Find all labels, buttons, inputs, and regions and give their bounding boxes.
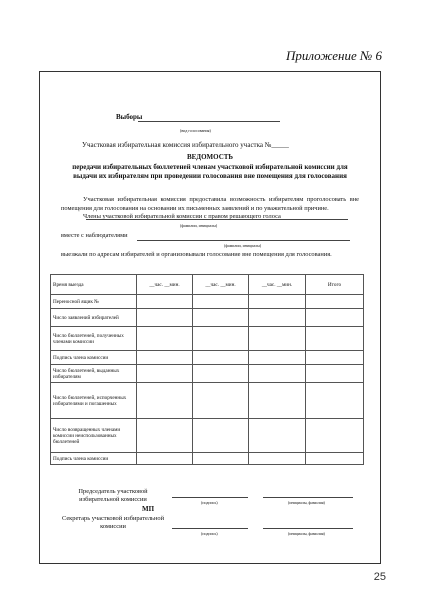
row-label: Число бюллетеней, полученных членами комиссии [51, 327, 137, 351]
empty-cell [137, 419, 193, 453]
ballot-table [50, 274, 364, 465]
table-row [51, 309, 364, 327]
row-label: Подпись члена комиссии [51, 453, 137, 465]
trip-paragraph: выезжали по адресам избирателей и организовывали голосование вне помещения для голосования. [61, 251, 332, 258]
table-row [51, 383, 364, 419]
observers-text: вместе с наблюдателями [61, 232, 128, 239]
empty-cell [193, 419, 249, 453]
empty-cell [306, 295, 364, 309]
empty-cell [137, 365, 193, 383]
empty-cell [193, 383, 249, 419]
empty-cell [249, 365, 306, 383]
table-row [51, 327, 364, 351]
document-title: ВЕДОМОСТЬ [186, 153, 234, 161]
secretary-name-caption: (инициалы, фамилия) [288, 531, 325, 536]
secretary-sign-line [172, 528, 248, 529]
empty-cell [137, 295, 193, 309]
empty-cell [137, 351, 193, 365]
chairman-sign-line [172, 497, 248, 498]
header-cell: Итого [306, 275, 364, 295]
chairman-sign-caption: (подпись) [201, 500, 218, 505]
table-row [51, 453, 364, 465]
empty-cell [306, 327, 364, 351]
table-header-row [51, 275, 364, 295]
empty-cell [306, 365, 364, 383]
chairman-label: Председатель участковой избирательной комиссии [78, 488, 148, 503]
elections-label: Выборы [116, 113, 143, 121]
observers-caption: (фамилии, инициалы) [224, 243, 262, 248]
row-label: Число заявлений избирателей [51, 309, 137, 327]
elections-line [138, 121, 280, 122]
empty-cell [193, 351, 249, 365]
empty-cell [306, 309, 364, 327]
empty-cell [249, 383, 306, 419]
header-cell: __час. __мин. [193, 275, 249, 295]
empty-cell [137, 309, 193, 327]
commission-line: Участковая избирательная комиссия избирательного участка №_____ [82, 141, 289, 149]
secretary-sign-caption: (подпись) [201, 531, 218, 536]
row-label: Переносной ящик № [51, 295, 137, 309]
chairman-name-caption: (инициалы, фамилия) [288, 500, 325, 505]
document-subtitle: передачи избирательных бюллетеней членам участковой избирательной комиссии для выдачи их избирателям при проведении голосования вне помещения для голосования [72, 163, 348, 180]
empty-cell [306, 453, 364, 465]
table-row [51, 365, 364, 383]
table-row [51, 419, 364, 453]
row-label: Число возвращенных членами комиссии неиспользованных бюллетеней [51, 419, 137, 453]
empty-cell [249, 309, 306, 327]
empty-cell [193, 327, 249, 351]
empty-cell [193, 365, 249, 383]
empty-cell [137, 327, 193, 351]
appendix-label: Приложение № 6 [285, 48, 382, 63]
row-label: Подпись члена комиссии [51, 351, 137, 365]
table-row [51, 351, 364, 365]
empty-cell [249, 351, 306, 365]
row-label: Число бюллетеней, испорченных избирателями и погашенных [51, 383, 137, 419]
secretary-name-line [263, 528, 353, 529]
header-cell: __час. __мин. [137, 275, 193, 295]
empty-cell [306, 419, 364, 453]
empty-cell [249, 419, 306, 453]
empty-cell [193, 295, 249, 309]
empty-cell [249, 453, 306, 465]
chairman-name-line [263, 497, 353, 498]
intro-paragraph: Участковая избирательная комиссия предоставила возможность избирателям проголосовать вне помещения для голосования на основании их письменных заявлений и по уважительной причине. [61, 196, 359, 212]
members-caption: (фамилии, инициалы) [180, 223, 218, 228]
members-line [86, 219, 348, 220]
table-row [51, 295, 364, 309]
empty-cell [193, 309, 249, 327]
empty-cell [249, 295, 306, 309]
empty-cell [306, 351, 364, 365]
empty-cell [137, 453, 193, 465]
empty-cell [137, 383, 193, 419]
page-number: 25 [373, 571, 386, 583]
empty-cell [193, 453, 249, 465]
empty-cell [306, 383, 364, 419]
row-label: Число бюллетеней, выданных избирателям [51, 365, 137, 383]
empty-cell [249, 327, 306, 351]
members-text: Члены участковой избирательной комиссии с правом решающего голоса [83, 213, 281, 220]
observers-line [137, 240, 350, 241]
secretary-label: Секретарь участковой избирательной комиссии [61, 515, 164, 530]
stamp-label: МП [142, 505, 155, 513]
header-cell: Время выезда [51, 275, 137, 295]
header-cell: __час. __мин. [249, 275, 306, 295]
elections-caption: (вид голосования) [180, 128, 211, 133]
